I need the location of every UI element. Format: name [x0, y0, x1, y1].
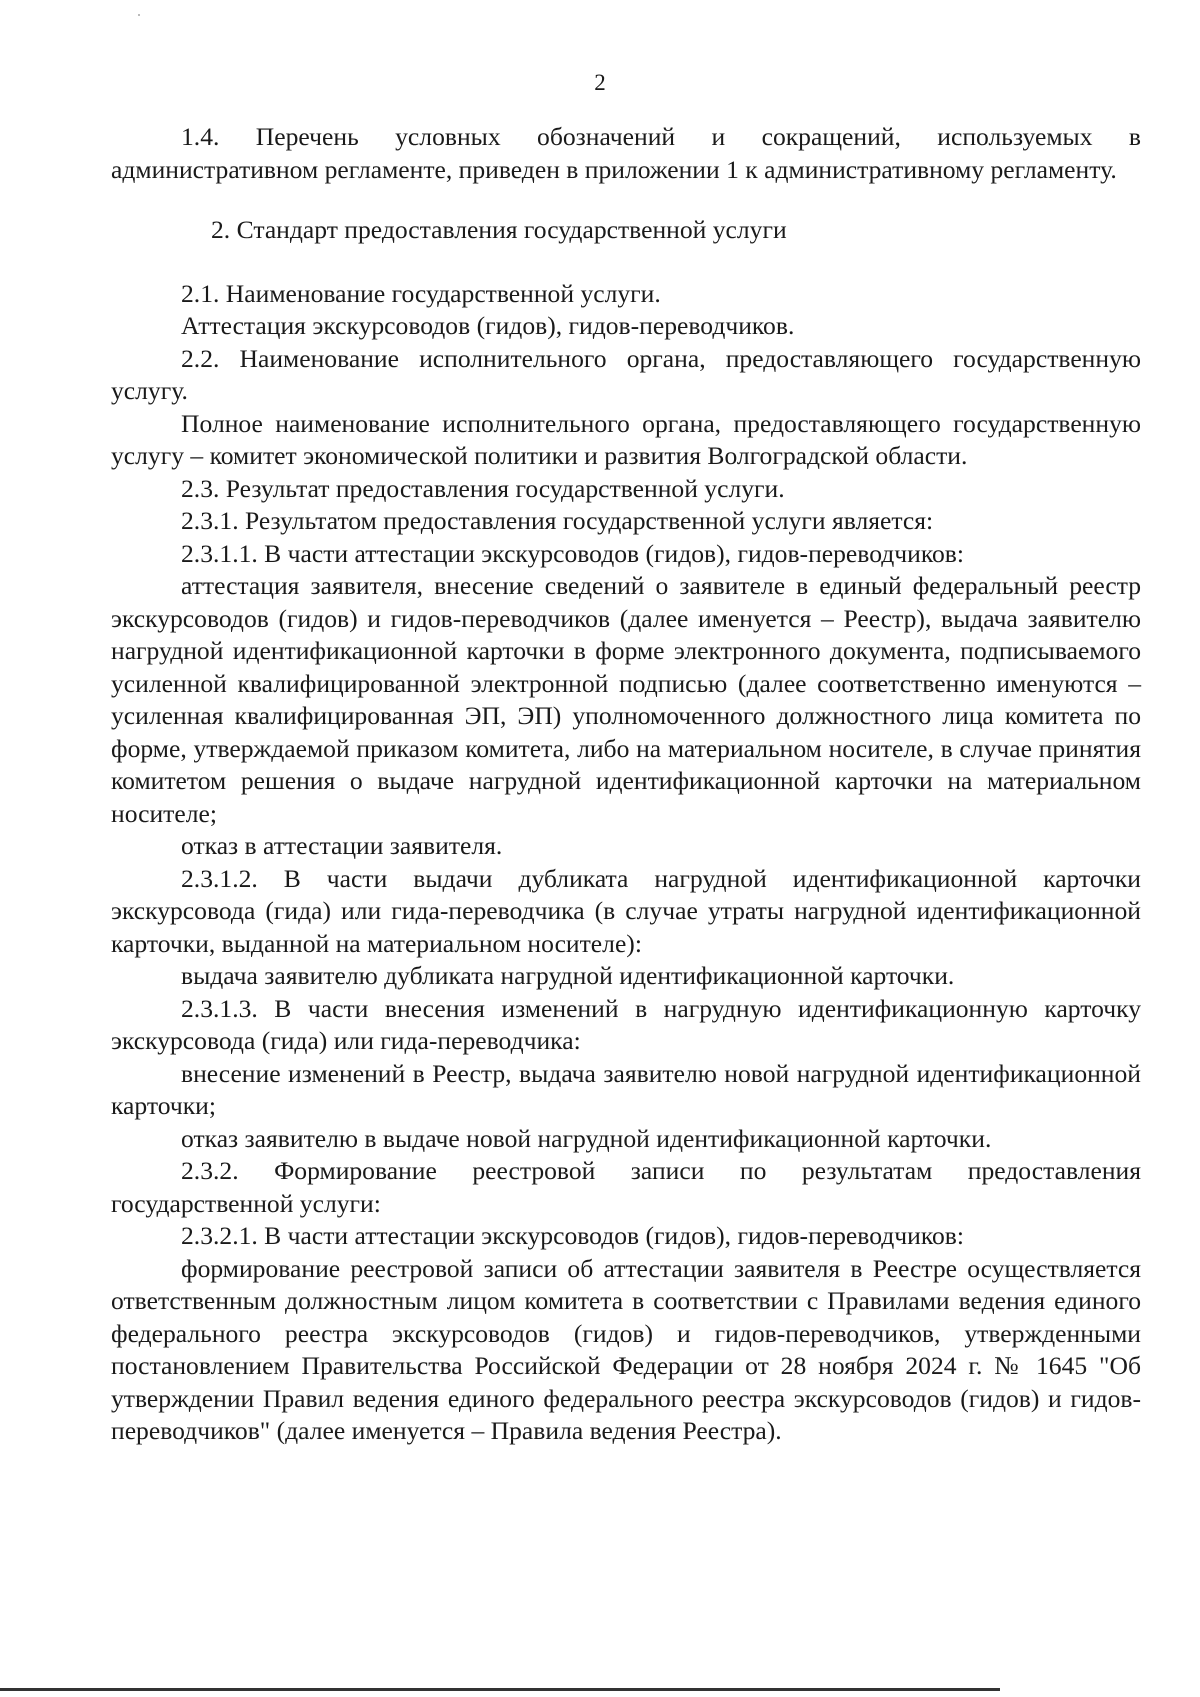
- paragraph-new-card-refusal: отказ заявителю в выдаче новой нагрудной идентификационной карточки.: [181, 1123, 992, 1153]
- paragraph-2-1: 2.1. Наименование государственной услуги.: [181, 278, 661, 308]
- document-body: [111, 121, 1141, 1448]
- paragraph-2-2: 2.2. Наименование исполнительного органа, предоставляющего государственную услугу.: [111, 343, 1141, 405]
- paragraph-2-3-1-1: 2.3.1.1. В части аттестации экскурсоводов (гидов), гидов-переводчиков:: [181, 538, 964, 568]
- paragraph-authority-full-name: Полное наименование исполнительного органа, предоставляющего государственную услугу – комитет экономической политики и развития Волгоградской области.: [111, 408, 1141, 470]
- paragraph-1-4: 1.4. Перечень условных обозначений и сокращений, используемых в административном регламенте, приведен в приложении 1 к административному регламенту.: [111, 122, 1141, 184]
- paragraph-2-3-1-2: 2.3.1.2. В части выдачи дубликата нагрудной идентификационной карточки экскурсовода (гида) или гида-переводчика (в случае утраты нагрудной идентификационной карточки, выданной на материальном носителе):: [111, 863, 1141, 958]
- page-number: 2: [594, 70, 606, 95]
- paragraph-registry-record: формирование реестровой записи об аттестации заявителя в Реестре осуществляется ответственным должностным лицом комитета в соответствии с Правилами ведения единого федерального реестра экскурсоводов (гидов) и гидов-переводчиков, утвержденными постановлением Правительства Российской Федерации от 28 ноября 2024 г. № 1645 "Об утверждении Правил ведения единого федерального реестра экскурсоводов (гидов) и гидов-переводчиков" (далее именуется – Правила ведения Реестра).: [111, 1253, 1141, 1445]
- paragraph-attestation-result: аттестация заявителя, внесение сведений о заявителе в единый федеральный реестр экскурсоводов (гидов) и гидов-переводчиков (далее именуется – Реестр), выдача заявителю нагрудной идентификационной карточки в форме электронного документа, подписываемого усиленной квалифицированной электронной подписью (далее соответственно именуются – усиленная квалифицированная ЭП, ЭП) уполномоченного должностного лица комитета по форме, утверждаемой приказом комитета, либо на материальном носителе, в случае принятия комитетом решения о выдаче нагрудной идентификационной карточки на материальном носителе;: [111, 571, 1141, 828]
- paragraph-2-3-1-3: 2.3.1.3. В части внесения изменений в нагрудную идентификационную карточку экскурсовода (гида) или гида-переводчика:: [111, 993, 1141, 1055]
- paragraph-2-3-2-1: 2.3.2.1. В части аттестации экскурсоводов (гидов), гидов-переводчиков:: [181, 1221, 964, 1250]
- paragraph-2-3: 2.3. Результат предоставления государственной услуги.: [181, 473, 785, 503]
- paragraph-registry-changes: внесение изменений в Реестр, выдача заявителю новой нагрудной идентификационной карточки;: [111, 1058, 1141, 1120]
- paragraph-2-3-2: 2.3.2. Формирование реестровой записи по результатам предоставления государственной услуги:: [111, 1156, 1141, 1218]
- paragraph-attestation-refusal: отказ в аттестации заявителя.: [181, 831, 503, 860]
- section-heading: 2. Стандарт предоставления государственной услуги: [211, 215, 787, 244]
- paragraph-2-3-1: 2.3.1. Результатом предоставления государственной услуги является:: [181, 506, 934, 535]
- paragraph-service-name: Аттестация экскурсоводов (гидов), гидов-переводчиков.: [181, 311, 795, 340]
- paragraph-duplicate-issue: выдача заявителю дубликата нагрудной идентификационной карточки.: [181, 961, 955, 990]
- scan-speck: [138, 14, 140, 16]
- bottom-edge-line: [0, 1688, 1000, 1691]
